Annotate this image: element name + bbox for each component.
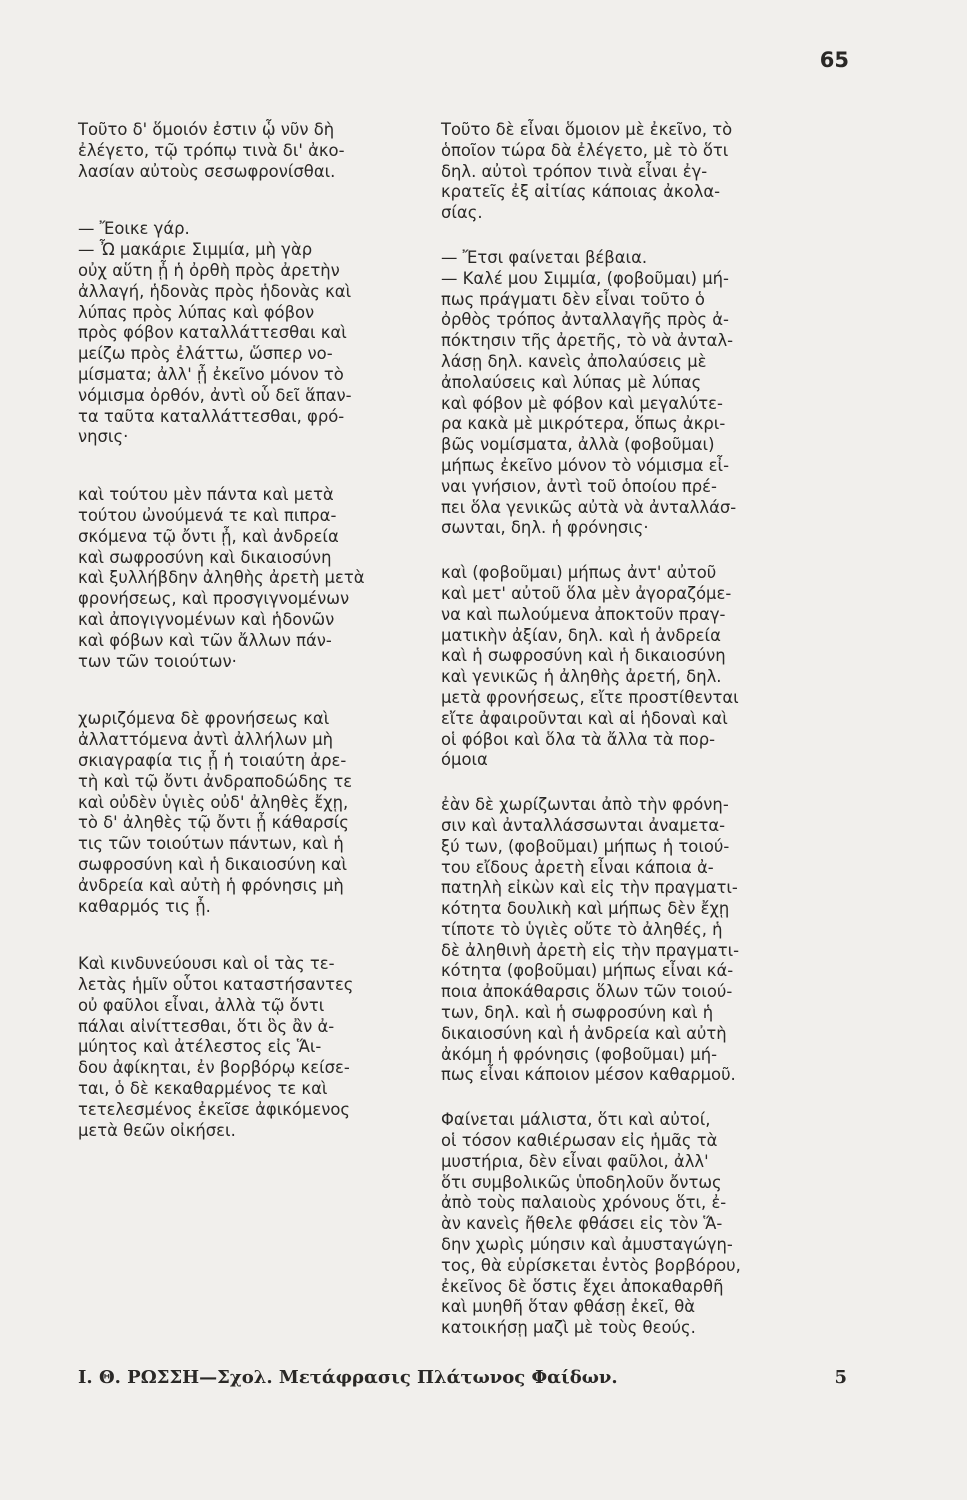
- text-line: πόκτησιν τῆς ἀρετῆς, τὸ νὰ ἀνταλ-: [441, 331, 734, 351]
- text-line: τετελεσμένος ἐκεῖσε ἀφικόμενος: [78, 1099, 351, 1119]
- text-line: Τοῦτο δὲ εἶναι ὅμοιον μὲ ἐκεῖνο, τὸ: [441, 120, 733, 139]
- text-line: των, δηλ. καὶ ἡ σωφροσύνη καὶ ἡ: [441, 1003, 714, 1023]
- text-line: τα ταῦτα καταλλάττεσθαι, φρό-: [78, 406, 345, 426]
- text-line: καὶ μετ' αὐτοῦ ὅλα μὲν ἀγοραζόμε-: [441, 583, 732, 603]
- text-line: κότητα δουλικὴ καὶ μήπως δὲν ἔχῃ: [441, 899, 730, 919]
- text-line: μυστήρια, δὲν εἶναι φαῦλοι, ἀλλ': [441, 1151, 709, 1171]
- text-line: κατοικήσῃ μαζὶ μὲ τοὺς θεούς.: [441, 1318, 696, 1338]
- text-line: καὶ τούτου μὲν πάντα καὶ μετὰ: [78, 485, 334, 505]
- text-line: μήπως ἐκεῖνο μόνον τὸ νόμισμα εἶ-: [441, 455, 729, 475]
- text-line: — Ἔοικε γάρ.: [78, 219, 190, 239]
- text-line: δικαιοσύνη καὶ ἡ ἀνδρεία καὶ αὐτὴ: [441, 1023, 727, 1043]
- text-line: λύπας πρὸς λύπας καὶ φόβον: [78, 302, 315, 322]
- text-line: ἀκόμη ἡ φρόνησις (φοβοῦμαι) μή-: [441, 1044, 717, 1064]
- text-line: τίποτε τὸ ὑγιὲς οὔτε τὸ ἀληθές, ἡ: [441, 919, 723, 939]
- text-line: καὶ φόβον μὲ φόβον καὶ μεγαλύτε-: [441, 393, 723, 413]
- text-line: ἀνδρεία καὶ αὐτὴ ἡ φρόνησις μὴ: [78, 875, 344, 895]
- text-line: οἱ τόσον καθιέρωσαν εἰς ἡμᾶς τὰ: [441, 1131, 718, 1151]
- text-line: κρατεῖς ἐξ αἰτίας κάποιας ἀκολα-: [441, 182, 721, 202]
- text-line: σκιαγραφία τις ᾖ ἡ τοιαύτη ἀρε-: [78, 750, 347, 770]
- text-line: τος, θὰ εὑρίσκεται ἐντὸς βορβόρου,: [441, 1255, 741, 1275]
- paragraph: [78, 120, 416, 182]
- text-line: Τοῦτο δ' ὅμοιόν ἐστιν ᾧ νῦν δὴ: [78, 120, 335, 139]
- text-line: κότητα (φοβοῦμαι) μήπως εἶναι κά-: [441, 961, 734, 981]
- paragraph: [441, 120, 821, 224]
- text-line: ξύ των, (φοβοῦμαι) μήπως ἡ τοιού-: [441, 836, 730, 856]
- text-line: ἐλέγετο, τῷ τρόπῳ τινὰ δι' ἀκο-: [78, 140, 345, 160]
- text-line: μίσματα; ἀλλ' ᾖ ἐκεῖνο μόνον τὸ: [78, 364, 344, 384]
- text-line: ὰν κανεὶς ἤθελε φθάσει εἰς τὸν Ἅ-: [441, 1214, 723, 1234]
- text-line: ὁποῖον τώρα δὰ ἐλέγετο, μὲ τὸ ὅτι: [441, 140, 729, 160]
- text-line: πως εἶναι κάποιον μέσον καθαρμοῦ.: [441, 1065, 736, 1085]
- text-line: ὅτι συμβολικῶς ὑποδηλοῦν ὄντως: [441, 1172, 722, 1192]
- text-line: — Ὦ μακάριε Σιμμία, μὴ γὰρ: [78, 240, 313, 260]
- text-line: ἀπολαύσεις καὶ λύπας μὲ λύπας: [441, 372, 702, 392]
- text-line: μύητος καὶ ἀτέλεστος εἰς Ἅι-: [78, 1037, 322, 1057]
- text-line: ματικὴν ἀξίαν, δηλ. καὶ ἡ ἀνδρεία: [441, 625, 721, 645]
- text-line: νόμισμα ὀρθόν, ἀντὶ οὗ δεῖ ἅπαν-: [78, 385, 352, 405]
- text-line: καὶ φόβων καὶ τῶν ἄλλων πάν-: [78, 630, 332, 650]
- text-line: ἐὰν δὲ χωρίζωνται ἀπὸ τὴν φρόνη-: [441, 795, 729, 815]
- text-line: σιν καὶ ἀνταλλάσσωνται ἀναμετα-: [441, 815, 726, 835]
- text-line: ναι γνήσιον, ἀντὶ τοῦ ὁποίου πρέ-: [441, 476, 717, 496]
- paragraph: [441, 248, 821, 539]
- signature-mark: 5: [834, 1367, 847, 1388]
- text-line: λετὰς ἡμῖν οὗτοι καταστήσαντες: [78, 975, 354, 995]
- text-line: καὶ μυηθῆ ὅταν φθάσῃ ἐκεῖ, θὰ: [441, 1297, 696, 1317]
- text-line: σωφροσύνη καὶ ἡ δικαιοσύνη καὶ: [78, 854, 348, 874]
- text-line: καὶ (φοβοῦμαι) μήπως ἀντ' αὐτοῦ: [441, 563, 717, 583]
- text-line: ται, ὁ δὲ κεκαθαρμένος τε καὶ: [78, 1079, 328, 1099]
- text-line: — Ἔτσι φαίνεται βέβαια.: [441, 247, 648, 267]
- text-line: ἀπὸ τοὺς παλαιοὺς χρόνους ὅτι, ἐ-: [441, 1193, 727, 1213]
- text-line: πατηλὴ εἰκὼν καὶ εἰς τὴν πραγματι-: [441, 878, 738, 898]
- text-line: τούτου ὠνούμενά τε καὶ πιπρα-: [78, 505, 337, 525]
- text-line: καὶ ἡ σωφροσύνη καὶ ἡ δικαιοσύνη: [441, 646, 726, 666]
- text-line: ἀλλαγή, ἡδονὰς πρὸς ἡδονὰς καὶ: [78, 281, 352, 301]
- text-line: εἴτε ἀφαιροῦνται καὶ αἱ ἡδοναὶ καὶ: [441, 708, 728, 728]
- text-line: του εἴδους ἀρετὴ εἶναι κάποια ἀ-: [441, 857, 714, 877]
- text-line: μετὰ θεῶν οἰκήσει.: [78, 1120, 236, 1140]
- text-line: μετὰ φρονήσεως, εἴτε προστίθενται: [441, 687, 739, 707]
- paragraph: [441, 563, 821, 771]
- text-line: καὶ ξυλλήβδην ἀληθὴς ἀρετὴ μετὰ: [78, 568, 365, 588]
- paragraph: [441, 1110, 821, 1339]
- text-line: των τῶν τοιούτων·: [78, 651, 237, 671]
- text-line: — Καλέ μου Σιμμία, (φοβοῦμαι) μή-: [441, 268, 729, 288]
- paragraph: [78, 219, 416, 448]
- text-line: όμοια: [441, 750, 488, 770]
- text-line: πει ὅλα γενικῶς αὐτὰ νὰ ἀνταλλάσ-: [441, 497, 737, 517]
- text-line: καθαρμός τις ᾖ.: [78, 896, 211, 916]
- text-line: βῶς νομίσματα, ἀλλὰ (φοβοῦμαι): [441, 435, 715, 455]
- text-line: δου ἀφίκηται, ἐν βορβόρῳ κείσε-: [78, 1058, 350, 1078]
- text-line: καὶ οὐδὲν ὑγιὲς οὐδ' ἀληθὲς ἔχῃ,: [78, 792, 349, 812]
- text-line: ποια ἀποκάθαρσις ὅλων τῶν τοιού-: [441, 982, 733, 1002]
- text-line: καὶ ἀπογιγνομένων καὶ ἡδονῶν: [78, 609, 335, 629]
- text-line: σκόμενα τῷ ὄντι ᾖ, καὶ ἀνδρεία: [78, 526, 339, 546]
- text-line: λάσῃ δηλ. κανεὶς ἀπολαύσεις μὲ: [441, 351, 707, 371]
- paragraph: [441, 795, 821, 1086]
- text-line: ὀρθὸς τρόπος ἀνταλλαγῆς πρὸς ἀ-: [441, 310, 729, 330]
- text-line: να καὶ πωλούμενα ἀποκτοῦν πραγ-: [441, 604, 726, 624]
- paragraph: [78, 485, 416, 672]
- book-title: Ι. Θ. ΡΩΣΣΗ—Σχολ. Μετάφρασις Πλάτωνος Φαίδων.: [78, 1367, 618, 1388]
- paragraph: [78, 954, 416, 1141]
- page-number: 65: [819, 48, 849, 72]
- translation-column: [441, 120, 821, 1376]
- text-line: οὐχ αὕτη ᾖ ἡ ὀρθὴ πρὸς ἀρετὴν: [78, 260, 340, 280]
- text-line: φρονήσεως, καὶ προσγιγνομένων: [78, 589, 350, 609]
- text-line: μείζω πρὸς ἐλάττω, ὥσπερ νο-: [78, 344, 333, 364]
- text-line: σωνται, δηλ. ἡ φρόνησις·: [441, 518, 649, 538]
- text-line: ἀλλαττόμενα ἀντὶ ἀλλήλων μὴ: [78, 730, 334, 750]
- greek-original-column: [78, 120, 416, 1178]
- text-line: Καὶ κινδυνεύουσι καὶ οἱ τὰς τε-: [78, 954, 335, 974]
- text-line: πάλαι αἰνίττεσθαι, ὅτι ὃς ἂν ἀ-: [78, 1016, 335, 1036]
- text-line: δην χωρὶς μύησιν καὶ ἀμυσταγώγη-: [441, 1235, 733, 1255]
- text-line: πως πράγματι δὲν εἶναι τοῦτο ὁ: [441, 289, 705, 309]
- text-line: οἱ φόβοι καὶ ὅλα τὰ ἄλλα τὰ πορ-: [441, 729, 716, 749]
- text-line: Φαίνεται μάλιστα, ὅτι καὶ αὐτοί,: [441, 1110, 711, 1130]
- page-footer: [78, 1367, 847, 1388]
- paragraph: [78, 709, 416, 917]
- text-line: οὐ φαῦλοι εἶναι, ἀλλὰ τῷ ὄντι: [78, 995, 325, 1015]
- text-line: χωριζόμενα δὲ φρονήσεως καὶ: [78, 709, 330, 729]
- text-line: λασίαν αὐτοὺς σεσωφρονίσθαι.: [78, 161, 336, 181]
- text-line: τὴ καὶ τῷ ὄντι ἀνδραποδώδης τε: [78, 771, 353, 791]
- text-line: πρὸς φόβον καταλλάττεσθαι καὶ: [78, 323, 347, 343]
- text-line: σίας.: [441, 203, 483, 223]
- text-line: καὶ σωφροσύνη καὶ δικαιοσύνη: [78, 547, 332, 567]
- text-line: ἐκεῖνος δὲ ὅστις ἔχει ἀποκαθαρθῆ: [441, 1276, 724, 1296]
- text-line: τις τῶν τοιούτων πάντων, καὶ ἡ: [78, 834, 344, 854]
- text-line: τὸ δ' ἀληθὲς τῷ ὄντι ᾖ κάθαρσίς: [78, 813, 349, 833]
- text-line: καὶ γενικῶς ἡ ἀληθὴς ἀρετή, δηλ.: [441, 667, 722, 687]
- text-line: δηλ. αὐτοὶ τρόπον τινὰ εἶναι ἐγ-: [441, 161, 708, 181]
- text-line: δὲ ἀληθινὴ ἀρετὴ εἰς τὴν πραγματι-: [441, 940, 740, 960]
- text-line: νησις·: [78, 427, 129, 447]
- text-line: ρα κακὰ μὲ μικρότερα, ὅπως ἀκρι-: [441, 414, 726, 434]
